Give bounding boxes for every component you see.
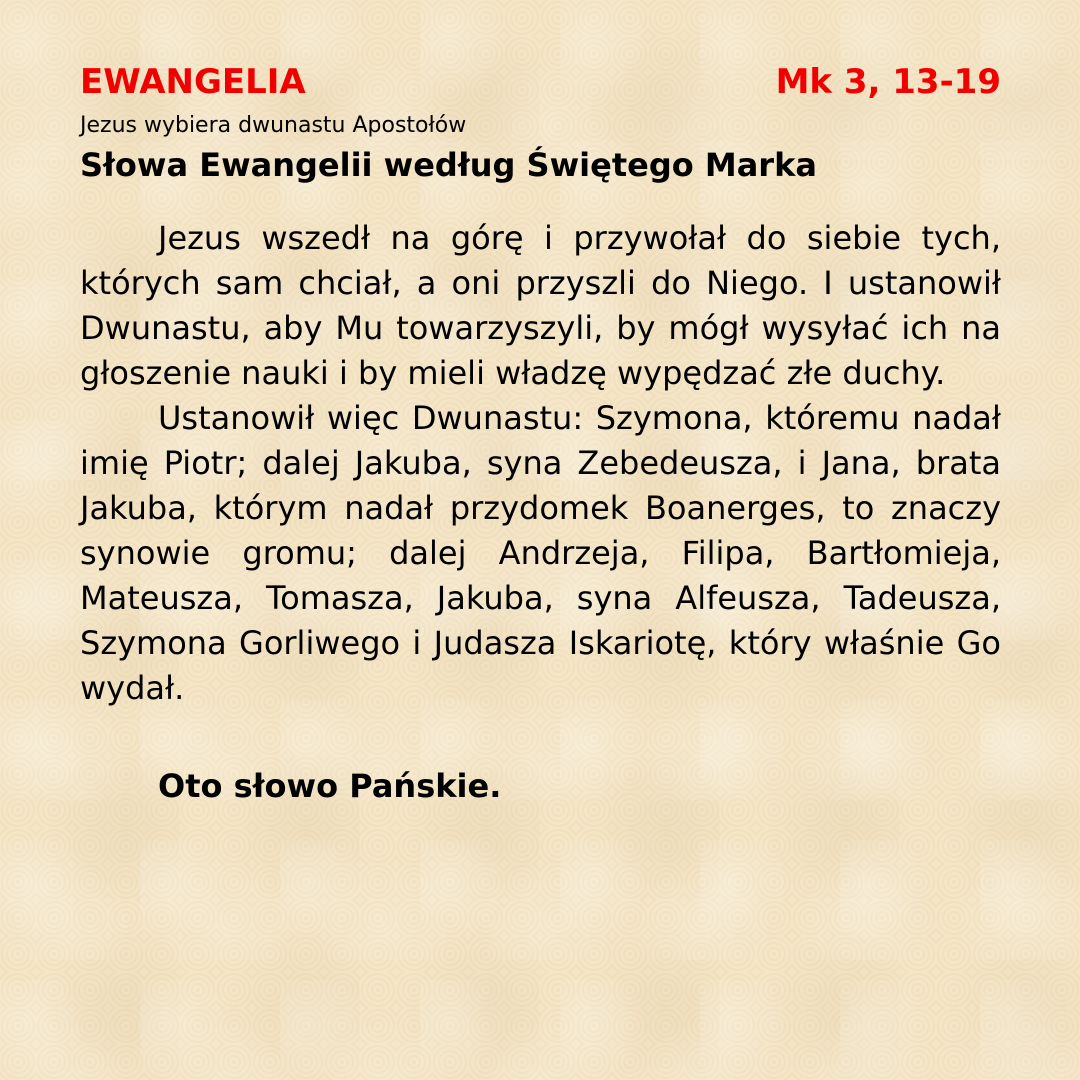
closing-acclamation: Oto słowo Pańskie. — [158, 767, 502, 805]
reading-body — [80, 216, 1001, 711]
reading-source: Słowa Ewangelii według Świętego Marka — [80, 146, 817, 184]
reading-label: EWANGELIA — [80, 62, 306, 102]
reading-subtitle: Jezus wybiera dwunastu Apostołów — [80, 113, 467, 138]
reading-header — [80, 58, 1001, 106]
paragraph: Jezus wszedł na górę i przywołał do siebie tych, których sam chciał, a oni przyszli do Niego. I ustanowił Dwunastu, aby Mu towarzyszyli, by mógł wysyłać ich na głoszenie nauki i by mieli władzę wypędzać złe duchy. — [80, 219, 1001, 392]
gospel-reading — [80, 58, 1001, 816]
scripture-reference: Mk 3, 13-19 — [775, 62, 1001, 102]
paragraph: Ustanowił więc Dwunastu: Szymona, któremu nadał imię Piotr; dalej Jakuba, syna Zebedeusza, i Jana, brata Jakuba, którym nadał przydomek Boanerges, to znaczy synowie gromu; dalej Andrzeja, Filipa, Bartłomieja, Mateusza, Tomasza, Jakuba, syna Alfeusza, Tadeusza, Szymona Gorliwego i Judasza Iskariotę, który właśnie Go wydał. — [80, 399, 1001, 707]
